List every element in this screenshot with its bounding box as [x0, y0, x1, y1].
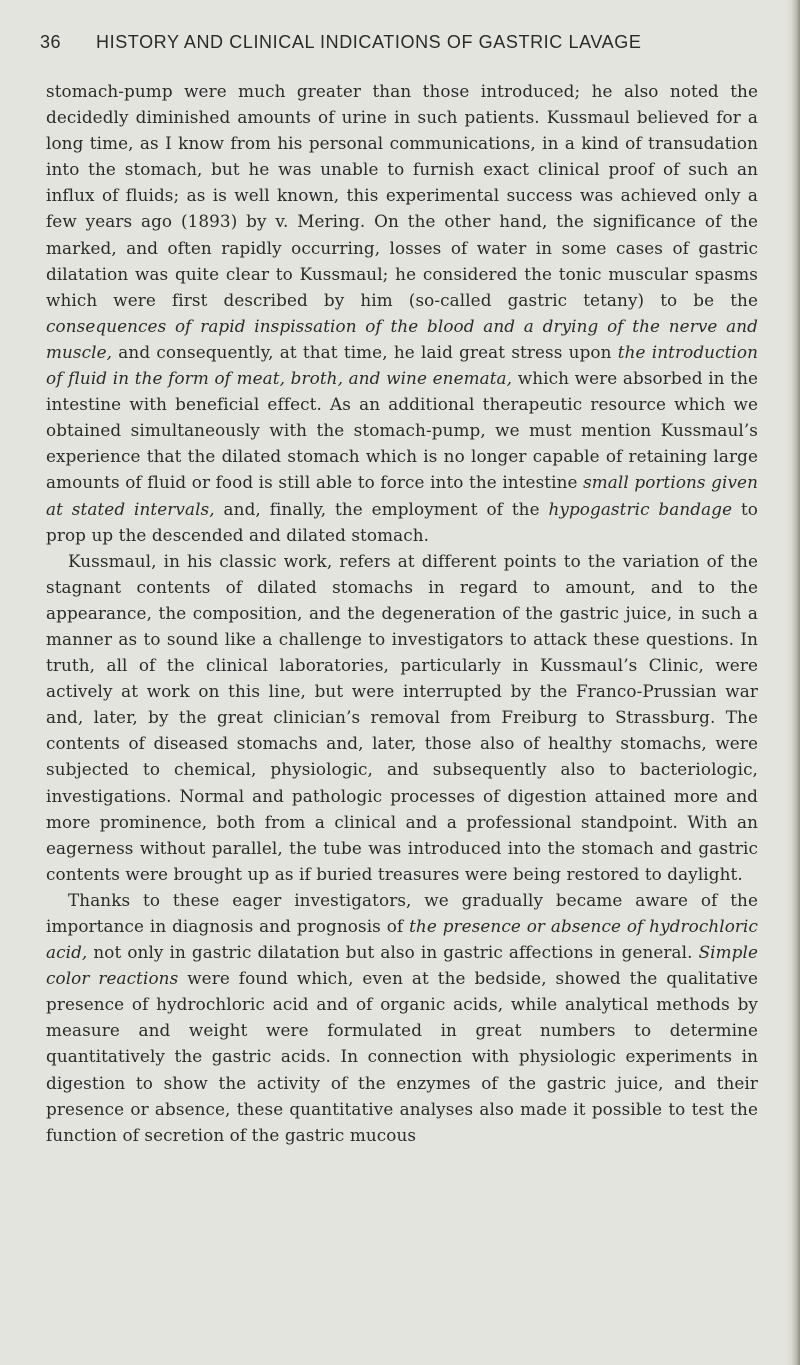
- page-edge-shadow: [786, 0, 800, 1365]
- italic-segment: the introduction of fluid in the form of meat, broth, and wine enemata,: [46, 341, 758, 389]
- page-number: 36: [40, 32, 62, 52]
- italic-segment: small portions given at stated intervals,: [46, 472, 758, 519]
- body-text: [46, 78, 758, 1148]
- running-head: HISTORY AND CLINICAL INDICATIONS OF GASTRIC LAVAGE: [96, 32, 642, 52]
- text-segment: Kussmaul, in his classic work, refers at different points to the variation of the stagnant contents of dilated stomachs in regard to amount, and to the appearance, the composition, and the degeneration of the gastric juice, in such a manner as to sound like a challenge to investigators to attack these questions. In truth, all of the clinical laboratories, particularly in Kussmaul’s Clinic, were actively at work on this line, but were interrupted by the Franco-Prussian war and, later, by the great clinician’s removal from Freiburg to Strassburg. The contents of diseased stomachs and, later, those also of healthy stomachs, were subjected to chemical, physiologic, and subsequently also to bacteriologic, investigations. Normal and pathologic processes of digestion attained more and more prominence, both from a clinical and a professional standpoint. With an eagerness without parallel, the tube was introduced into the stomach and gastric contents were brought up as if buried treasures were being restored to daylight.: [46, 550, 758, 884]
- text-segment: which were absorbed in the intestine with beneficial effect. As an additional therapeutic resource which we obtained simultaneously with the stomach-pump, we must mention Kussmaul’s experience that the dilated stomach which is no longer capable of retaining large amounts of fluid or food is still able to force into the intestine: [46, 368, 759, 493]
- italic-segment: Simple color reactions: [46, 942, 758, 989]
- italic-segment: hypogastric bandage: [548, 498, 733, 519]
- italic-segment: consequences of rapid inspissation of the blood and a drying of the nerve and muscle,: [46, 315, 758, 362]
- text-segment: and, finally, the employment of the: [214, 498, 549, 519]
- paragraph-3: [46, 887, 758, 1148]
- page-header: [40, 32, 760, 58]
- text-segment: Thanks to these eager investigators, we gradually became aware of the importance in diagnosis and prognosis of: [46, 889, 758, 936]
- text-segment: and consequently, at that time, he laid great stress upon: [112, 341, 618, 362]
- text-segment: were found which, even at the bedside, showed the qualitative presence of hydrochloric acid and of organic acids, while analytical methods by measure and weight were formulated in great numbers to determine quantitatively the gastric acids. In connection with physiologic experiments in digestion to show the activity of the enzymes of the gastric juice, and their presence or absence, these quantitative analyses also made it possible to test the function of secretion of the gastric mucous: [46, 968, 758, 1145]
- text-segment: not only in gastric dilatation but also in gastric affections in general.: [87, 942, 699, 963]
- italic-segment: the presence or absence of hydrochloric acid,: [46, 916, 759, 963]
- text-segment: to prop up the descended and dilated stomach.: [46, 498, 759, 545]
- text-segment: stomach-pump were much greater than those introduced; he also noted the decidedly diminished amounts of urine in such patients. Kussmaul believed for a long time, as I know from his personal communications, in a kind of transudation into the stomach, but he was unable to furnish exact clinical proof of such an influx of fluids; as is well known, this experimental success was achieved only a few years ago (1893) by v. Mering. On the other hand, the significance of the marked, and often rapidly occurring, losses of water in some cases of gastric dilatation was quite clear to Kussmaul; he considered the tonic muscular spasms which were first described by him (so-called gastric tetany) to be the: [46, 81, 758, 310]
- paragraph-1: [46, 78, 758, 548]
- paragraph-2: [46, 548, 758, 887]
